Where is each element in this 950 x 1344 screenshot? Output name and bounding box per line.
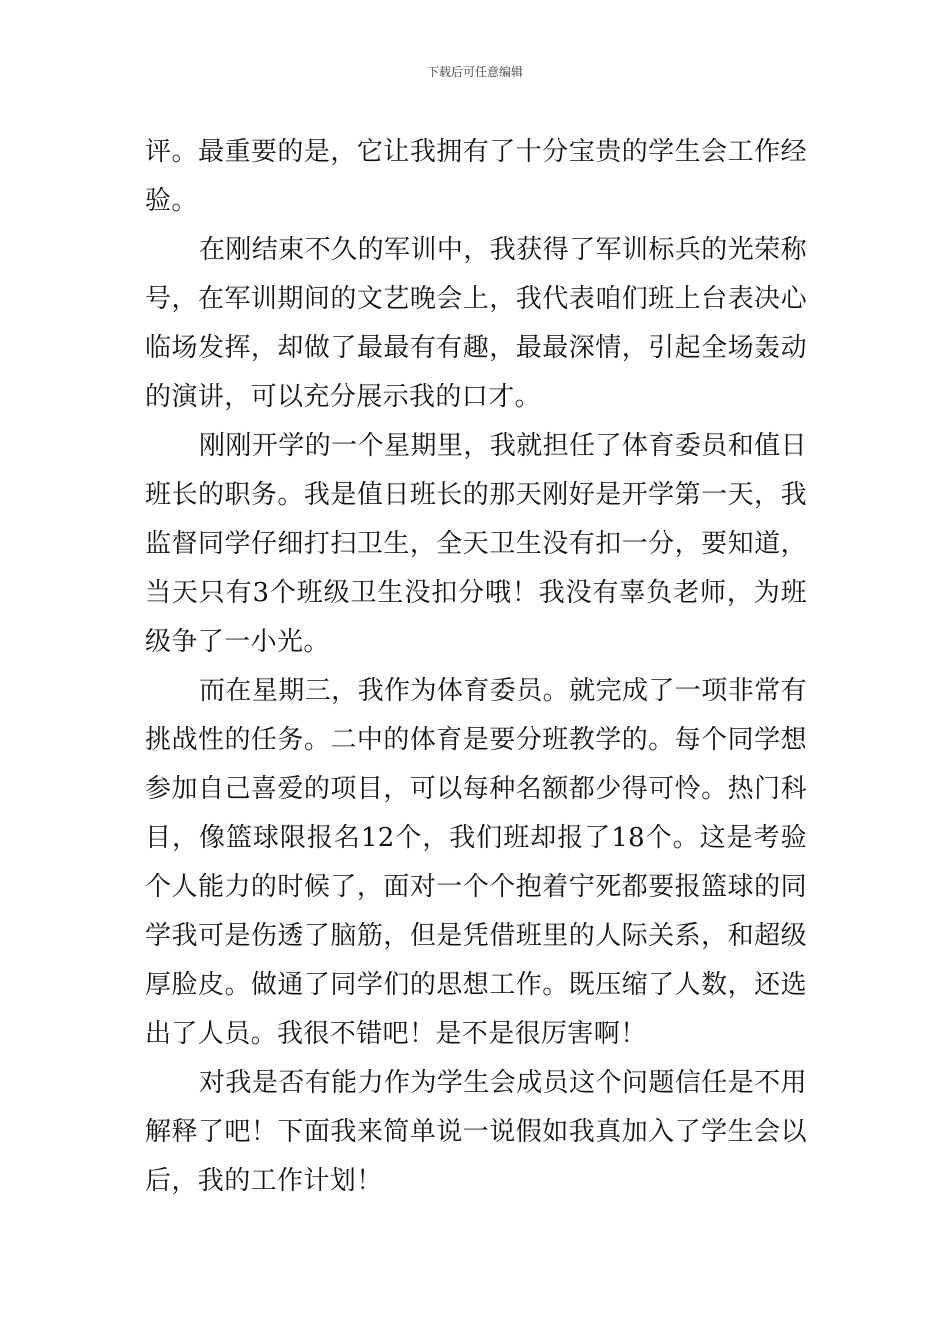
paragraph-1: 评。最重要的是，它让我拥有了十分宝贵的学生会工作经验。 [145,137,807,216]
page-header: 下载后可任意编辑 [426,65,523,79]
paragraph-5: 对我是否有能力作为学生会成员这个问题信任是不用解释了吧！下面我来简单说一说假如我真加入了学生会以后，我的工作计划！ [145,1068,807,1196]
document-body [145,128,807,1206]
paragraph-2: 在刚结束不久的军训中，我获得了军训标兵的光荣称号，在军训期间的文艺晚会上，我代表咱们班上台表决心临场发挥，却做了最最有有趣，最最深情，引起全场轰动的演讲，可以充分展示我的口才。 [145,235,807,412]
paragraph-4: 而在星期三，我作为体育委员。就完成了一项非常有挑战性的任务。二中的体育是要分班教学的。每个同学想参加自己喜爱的项目，可以每种名额都少得可怜。热门科目，像篮球限报名12个，我们班却报了18个。这是考验个人能力的时候了，面对一个个抱着宁死都要报篮球的同学我可是伤透了脑筋，但是凭借班里的人际关系，和超级厚脸皮。做通了同学们的思想工作。既压缩了人数，还选出了人员。我很不错吧！是不是很厉害啊！ [145,676,807,1049]
paragraph-3: 刚刚开学的一个星期里，我就担任了体育委员和值日班长的职务。我是值日班长的那天刚好是开学第一天，我监督同学仔细打扫卫生，全天卫生没有扣一分，要知道，当天只有3个班级卫生没扣分哦！我没有辜负老师，为班级争了一小光。 [145,431,807,657]
